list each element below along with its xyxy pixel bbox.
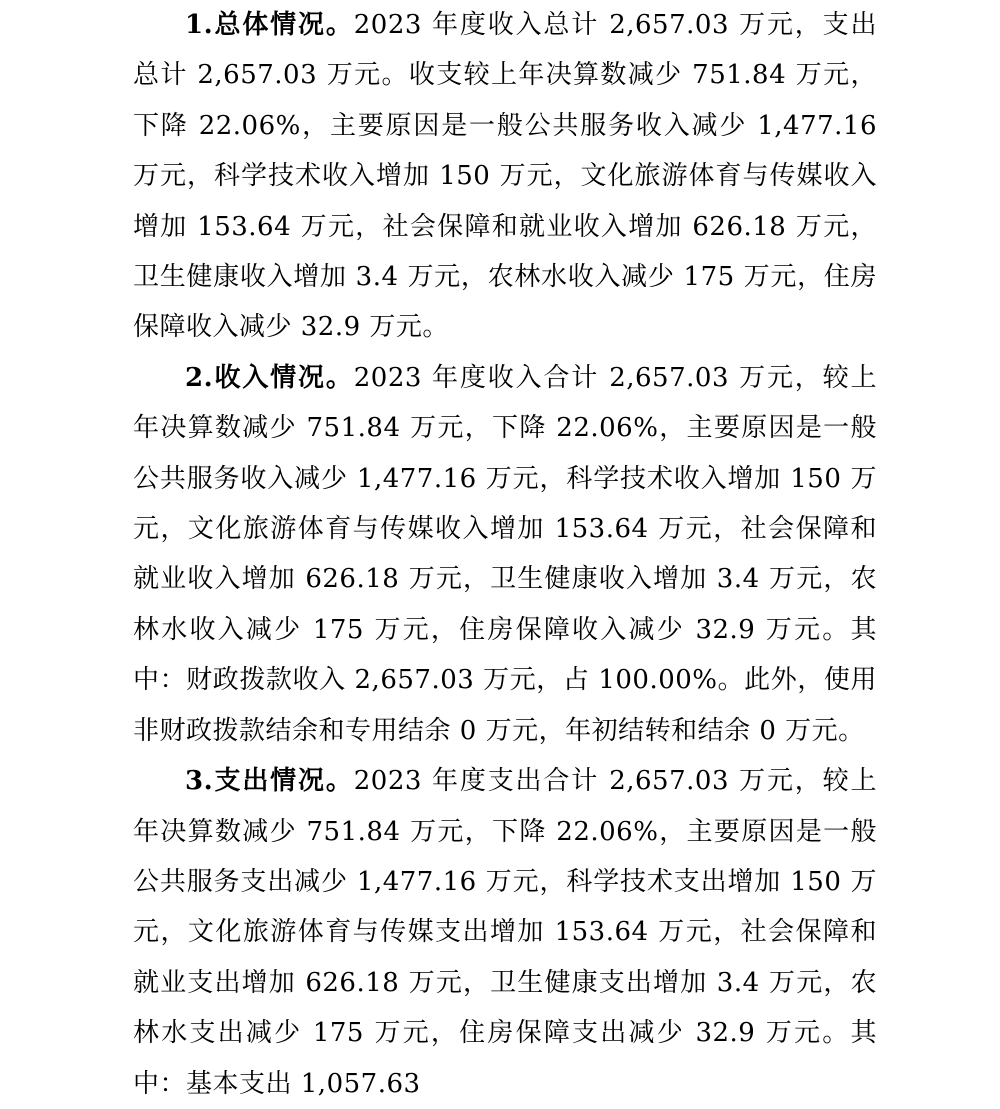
section-heading: 1.总体情况。 — [185, 10, 354, 40]
section-overall — [133, 0, 877, 353]
section-body: 2023 年度收入总计 2,657.03 万元，支出总计 2,657.03 万元。收支较上年决算数减少 751.84 万元，下降 22.06%，主要原因是一般公共服务收入减少 1,477.16 万元，科学技术收入增加 150 万元，文化旅游体育与传媒收入增加 153.64 万元，社会保障和就业收入增加 626.18 万元，卫生健康收入增加 3.4 万元，农林水收入减少 175 万元，住房保障收入减少 32.9 万元。 — [133, 10, 877, 343]
section-heading: 3.支出情况。 — [185, 766, 354, 797]
section-heading: 2.收入情况。 — [185, 362, 354, 393]
section-body: 2023 年度支出合计 2,657.03 万元，较上年决算数减少 751.84 万元，下降 22.06%，主要原因是一般公共服务支出减少 1,477.16 万元，科学技术支出增加 150 万元，文化旅游体育与传媒支出增加 153.64 万元，社会保障和就业支出增加 626.18 万元，卫生健康支出增加 3.4 万元，农林水支出减少 175 万元，住房保障支出减少 32.9 万元。其中：基本支出 1,057.63 — [133, 766, 877, 1099]
section-income — [133, 353, 877, 756]
document-page — [133, 0, 877, 1109]
section-expenditure — [133, 756, 877, 1109]
section-body: 2023 年度收入合计 2,657.03 万元，较上年决算数减少 751.84 万元，下降 22.06%，主要原因是一般公共服务收入减少 1,477.16 万元，科学技术收入增加 150 万元，文化旅游体育与传媒收入增加 153.64 万元，社会保障和就业收入增加 626.18 万元，卫生健康收入增加 3.4 万元，农林水收入减少 175 万元，住房保障收入减少 32.9 万元。其中：财政拨款收入 2,657.03 万元，占 100.00%。此外，使用非财政拨款结余和专用结余 0 万元，年初结转和结余 0 万元。 — [133, 362, 877, 746]
